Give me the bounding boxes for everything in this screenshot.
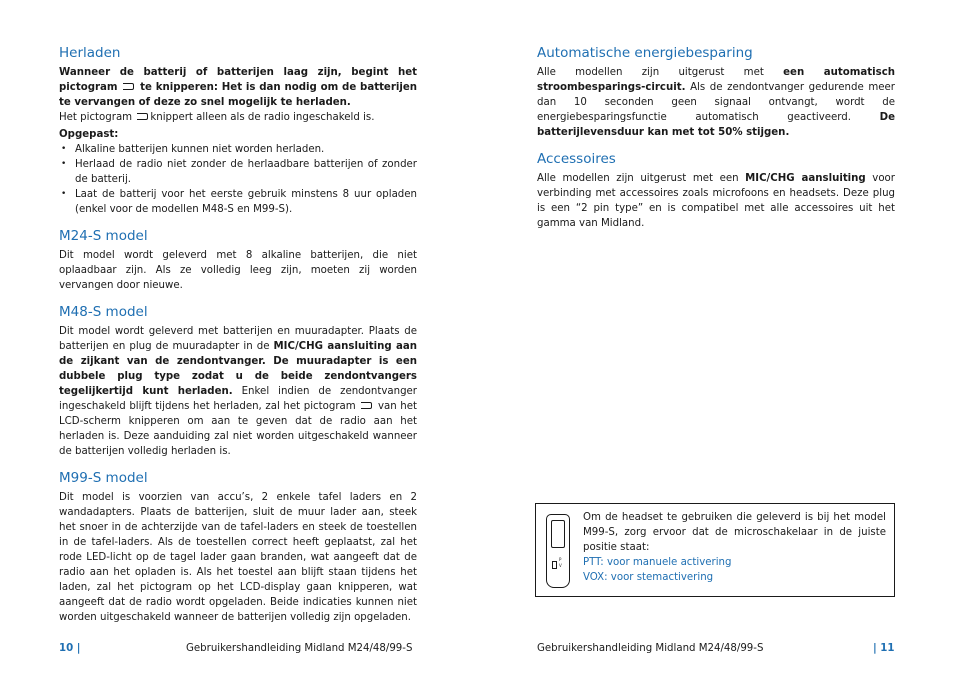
section-m24 <box>59 227 417 293</box>
radio-device-icon <box>546 514 570 588</box>
accessoires-text: Alle modellen zijn uitgerust met een MIC/CHG aansluiting voor verbinding met accessoires zoals microfoons en headsets. Deze plug is een “2 pin type” en is compatibel met alle accessoires uit het gamma van Midland. <box>537 173 895 229</box>
footer-title-right: Gebruikershandleiding Midland M24/48/99-S <box>537 643 764 654</box>
footer-title-left: Gebruikershandleiding Midland M24/48/99-S <box>186 643 413 654</box>
headset-note-box <box>535 503 895 597</box>
section-m48 <box>59 303 417 459</box>
heading-accessoires: Accessoires <box>537 151 616 167</box>
heading-herladen: Herladen <box>59 45 121 61</box>
list-item: • Alkaline batterijen kunnen niet worden herladen. <box>75 142 417 157</box>
battery-icon <box>361 402 372 409</box>
caution-label: Opgepast: <box>59 129 119 140</box>
battery-icon <box>137 113 148 120</box>
heading-m24: M24-S model <box>59 228 148 244</box>
headset-note-text <box>583 510 886 585</box>
right-page-column <box>537 44 895 241</box>
herladen-intro: Wanneer de batterij of batterijen laag zijn, begint het pictogram te knipperen: Het is dan nodig om de batterijen te vervangen of deze zo snel mogelijk te herladen. <box>59 67 418 108</box>
m48-text: Dit model wordt geleverd met batterijen en muuradapter. Plaats de batterijen en plug de muuradapter in de MIC/CHG aansluiting aan de zijkant van de zendontvanger. De muuradapter is een dubbele plug type zodat u de beide zendontvangers tegelijkertijd kunt herladen. Enkel indien de zendontvanger ingeschakeld blijft tijdens het herladen, zal het pictogram van het LCD-scherm knipperen om aan te geven dat de radio aan het herladen is. Deze aanduiding zal niet worden uitgeschakeld wanneer de batterijen volledig herladen is. <box>59 326 417 457</box>
section-m99 <box>59 469 417 625</box>
note-ptt: PTT: voor manuele activering <box>583 557 732 568</box>
heading-m99: M99-S model <box>59 470 148 486</box>
m99-text: Dit model is voorzien van accu’s, 2 enkele tafel laders en 2 wandadapters. Plaats de batterijen, sluit de muur lader aan, steek het snoer in de achterzijde van de tafel-laders en steek de toestellen in de tafel-laders. Als de toestellen correct heeft geplaatst, zal het rode LED-licht op de tagel lader gaan branden, wat aangeeft dat de radio aan het opladen is. Als het toestel aan blijft staan tijdens het laden, zal het pictogram op het LCD-display gaan knipperen, wat aangeeft dat de radio wordt opgeladen. Beide indicaties kunnen niet worden uitgeschakeld wanneer de batterijen volledig zijn opgeladen. <box>59 492 417 623</box>
section-energy <box>537 44 895 140</box>
list-item: • Herlaad de radio niet zonder de herlaadbare batterijen of zonder de batterij. <box>75 157 417 187</box>
page-number-right: | 11 <box>873 643 895 654</box>
left-page-column <box>59 44 417 635</box>
section-herladen <box>59 44 417 217</box>
microswitch-labels: P V <box>559 557 562 568</box>
list-item: • Laat de batterij voor het eerste gebruik minstens 8 uur opladen (enkel voor de modellen M48-S en M99-S). <box>75 187 417 217</box>
heading-m48: M48-S model <box>59 304 148 320</box>
section-accessoires <box>537 150 895 231</box>
herladen-note: Het pictogram knippert alleen als de radio ingeschakeld is. <box>59 112 375 123</box>
microswitch-icon <box>552 561 557 569</box>
battery-icon <box>123 83 134 90</box>
note-vox: VOX: voor stemactivering <box>583 572 714 583</box>
heading-energy: Automatische energiebesparing <box>537 45 753 61</box>
device-screen <box>551 520 565 548</box>
m24-text: Dit model wordt geleverd met 8 alkaline batterijen, die niet oplaadbaar zijn. Als ze volledig leeg zijn, moeten zij worden vervangen door nieuwe. <box>59 250 417 291</box>
caution-list <box>59 142 417 217</box>
energy-text: Alle modellen zijn uitgerust met een automatisch stroombesparings-circuit. Als de zendontvanger gedurende meer dan 10 seconden geen signaal ontvangt, wordt de energiebesparingsfunctie automatisch geactiveerd. De batterijlevensduur kan met tot 50% stijgen. <box>537 67 895 138</box>
page-number-left: 10 | <box>59 643 81 654</box>
note-text: Om de headset te gebruiken die geleverd is bij het model M99-S, zorg ervoor dat de microschakelaar in de juiste positie staat: <box>583 512 886 553</box>
